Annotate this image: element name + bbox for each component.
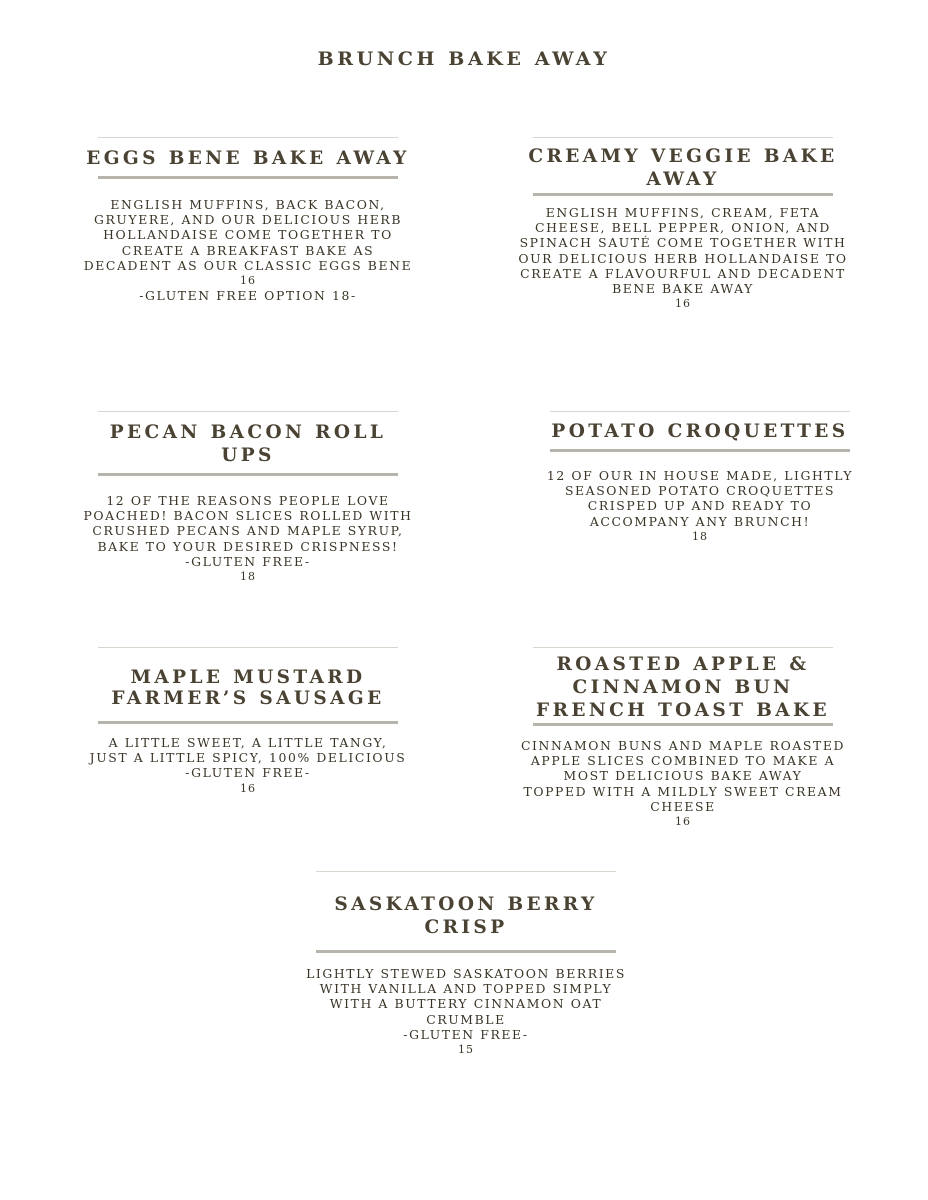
item-price: 18	[240, 570, 256, 584]
item-name: PECAN BACON ROLL UPS	[109, 422, 387, 466]
menu-item-saskatoon-berry-crisp	[296, 871, 636, 1057]
item-description: 12 OF OUR IN HOUSE MADE, LIGHTLY SEASONED POTATO CROQUETTES CRISPED UP AND READY TO ACCOMPANY ANY BRUNCH!	[546, 468, 854, 529]
title-underline	[533, 193, 833, 196]
title-underline	[316, 950, 616, 953]
item-description: A LITTLE SWEET, A LITTLE TANGY, JUST A LITTLE SPICY, 100% DELICIOUS	[89, 735, 407, 766]
item-name: ROASTED APPLE & CINNAMON BUN FRENCH TOAST BAKE	[536, 654, 830, 721]
item-name: SASKATOON BERRY CRISP	[334, 894, 598, 938]
item-description: LIGHTLY STEWED SASKATOON BERRIES WITH VANILLA AND TOPPED SIMPLY WITH A BUTTERY CINNAMON OAT CRUMBLE	[306, 966, 626, 1027]
menu-item-roasted-apple-cinnamon-bun-french-toast-bake	[512, 647, 854, 829]
top-rule	[98, 411, 398, 412]
title-underline	[98, 721, 398, 724]
title-underline	[98, 473, 398, 476]
item-description: ENGLISH MUFFINS, CREAM, FETA CHEESE, BELL PEPPER, ONION, AND SPINACH SAUTÉ COME TOGETHER WITH OUR DELICIOUS HERB HOLLANDAISE TO CREATE A FLAVOURFUL AND DECADENT BENE BAKE AWAY	[518, 205, 848, 297]
item-price: 16	[240, 781, 256, 795]
page-title: BRUNCH BAKE AWAY	[317, 48, 611, 70]
top-rule	[533, 647, 833, 648]
item-note: -GLUTEN FREE OPTION 18-	[139, 288, 357, 304]
menu-item-creamy-veggie-bake-away	[512, 137, 854, 311]
item-description: 12 OF THE REASONS PEOPLE LOVE POACHED! BACON SLICES ROLLED WITH CRUSHED PECANS AND MAPLE SYRUP, BAKE TO YOUR DESIRED CRISPNESS!	[83, 493, 413, 554]
item-name: CREAMY VEGGIE BAKE AWAY	[528, 146, 838, 190]
item-price: 15	[458, 1043, 474, 1057]
top-rule	[316, 871, 616, 872]
title-underline	[533, 723, 833, 726]
item-description: CINNAMON BUNS AND MAPLE ROASTED APPLE SLICES COMBINED TO MAKE A MOST DELICIOUS BAKE AWAY TOPPED WITH A MILDLY SWEET CREAM CHEESE	[520, 738, 846, 814]
item-price: 16	[675, 297, 691, 311]
item-name: POTATO CROQUETTES	[551, 421, 849, 442]
title-underline	[98, 176, 398, 179]
item-price: 16	[675, 815, 691, 829]
top-rule	[98, 137, 398, 138]
item-name: EGGS BENE BAKE AWAY	[86, 148, 410, 169]
menu-item-eggs-bene-bake-away	[80, 137, 416, 303]
item-name: MAPLE MUSTARD FARMER’S SAUSAGE	[111, 667, 385, 709]
title-underline	[550, 449, 850, 452]
item-note: -GLUTEN FREE-	[185, 553, 311, 569]
item-note: -GLUTEN FREE-	[403, 1026, 529, 1042]
item-price: 16	[240, 274, 256, 288]
top-rule	[533, 137, 833, 138]
menu-item-maple-mustard-farmers-sausage	[80, 647, 416, 796]
item-price: 18	[692, 529, 708, 543]
item-description: ENGLISH MUFFINS, BACK BACON, GRUYERE, AND OUR DELICIOUS HERB HOLLANDAISE COME TOGETHER TO CREATE A BREAKFAST BAKE AS DECADENT AS OUR CLASSIC EGGS BENE	[83, 197, 413, 273]
item-note: -GLUTEN FREE-	[185, 765, 311, 781]
menu-item-pecan-bacon-roll-ups	[80, 411, 416, 584]
top-rule	[98, 647, 398, 648]
top-rule	[550, 411, 850, 412]
menu-item-potato-croquettes	[530, 411, 870, 544]
